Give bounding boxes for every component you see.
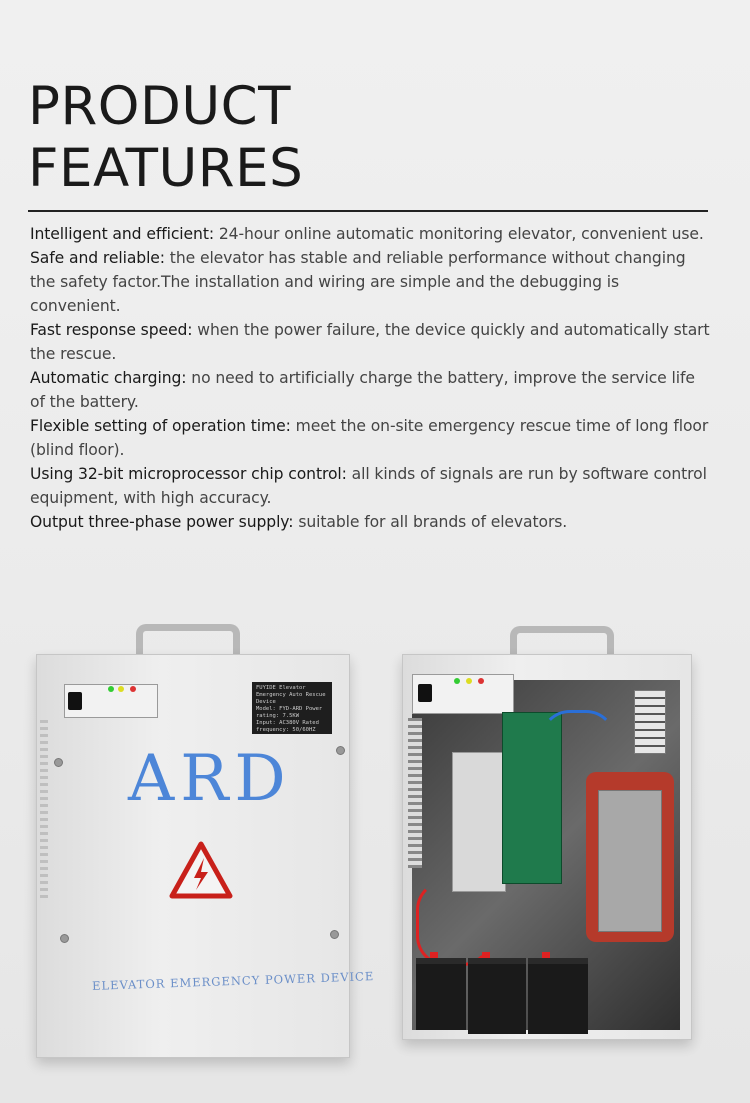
feature-text: suitable for all brands of elevators. [293,513,568,531]
feature-text: the elevator has stable and reliable performance without changing the safety factor.The installation and wiring are simple and the debugging is convenient. [30,249,686,315]
battery-terminal [430,952,438,958]
device-open-photo [390,600,720,1080]
page-title [28,76,303,200]
feature-item [30,318,710,366]
screw [330,930,339,939]
feature-key: Flexible setting of operation time: [30,417,291,435]
side-vent [40,720,48,900]
feature-text: when the power failure, the device quickly and automatically start the rescue. [30,321,710,363]
feature-list [30,222,710,534]
nameplate-line: FUYIDE Elevator Emergency Auto Rescue Device [256,685,326,705]
indicator-led-icon [466,678,472,684]
screw [54,758,63,767]
feature-item [30,414,710,462]
title-line-2: FEATURES [28,138,304,199]
screw [60,934,69,943]
high-voltage-warning-icon [168,840,234,900]
brand-logo: ARD [128,742,292,816]
wire [540,710,616,796]
feature-item [30,222,710,246]
feature-text: all kinds of signals are run by software control equipment, with high accuracy. [30,465,707,507]
terminal-block [634,690,666,754]
battery-terminal [542,952,550,958]
feature-item [30,462,710,510]
indicator-led-icon [118,686,124,692]
battery [528,958,588,1034]
feature-text: meet the on-site emergency rescue time of long floor (blind floor). [30,417,709,459]
screw [336,746,345,755]
feature-text: no need to artificially charge the battery, improve the service life of the battery. [30,369,695,411]
power-switch-icon [418,684,432,702]
title-divider [28,210,708,212]
indicator-led-icon [478,678,484,684]
indicator-led-icon [130,686,136,692]
wire [416,880,492,966]
indicator-led-icon [454,678,460,684]
feature-key: Using 32-bit microprocessor chip control: [30,465,347,483]
title-line-1: PRODUCT [28,76,291,137]
relay-board [452,752,506,892]
feature-key: Fast response speed: [30,321,193,339]
feature-text: 24-hour online automatic monitoring elevator, convenient use. [214,225,704,243]
side-vent [408,718,422,868]
battery [416,958,466,1030]
battery-terminal [482,952,490,958]
device-closed-photo [0,600,380,1080]
nameplate-line: Model: FYD-ARD Power rating: 7.5KW [256,706,323,719]
power-switch-icon [68,692,82,710]
battery [468,958,526,1034]
feature-key: Output three-phase power supply: [30,513,294,531]
indicator-led-icon [108,686,114,692]
feature-key: Automatic charging: [30,369,187,387]
carry-handle [136,624,240,658]
device-caption: ELEVATOR EMERGENCY POWER DEVICE [91,969,375,993]
transformer-core [598,790,662,932]
feature-key: Safe and reliable: [30,249,165,267]
feature-item [30,510,710,534]
feature-item [30,366,710,414]
feature-key: Intelligent and efficient: [30,225,214,243]
nameplate [252,682,332,734]
feature-item [30,246,710,318]
nameplate-line: Input: AC380V Rated frequency: 50/60HZ [256,720,319,733]
